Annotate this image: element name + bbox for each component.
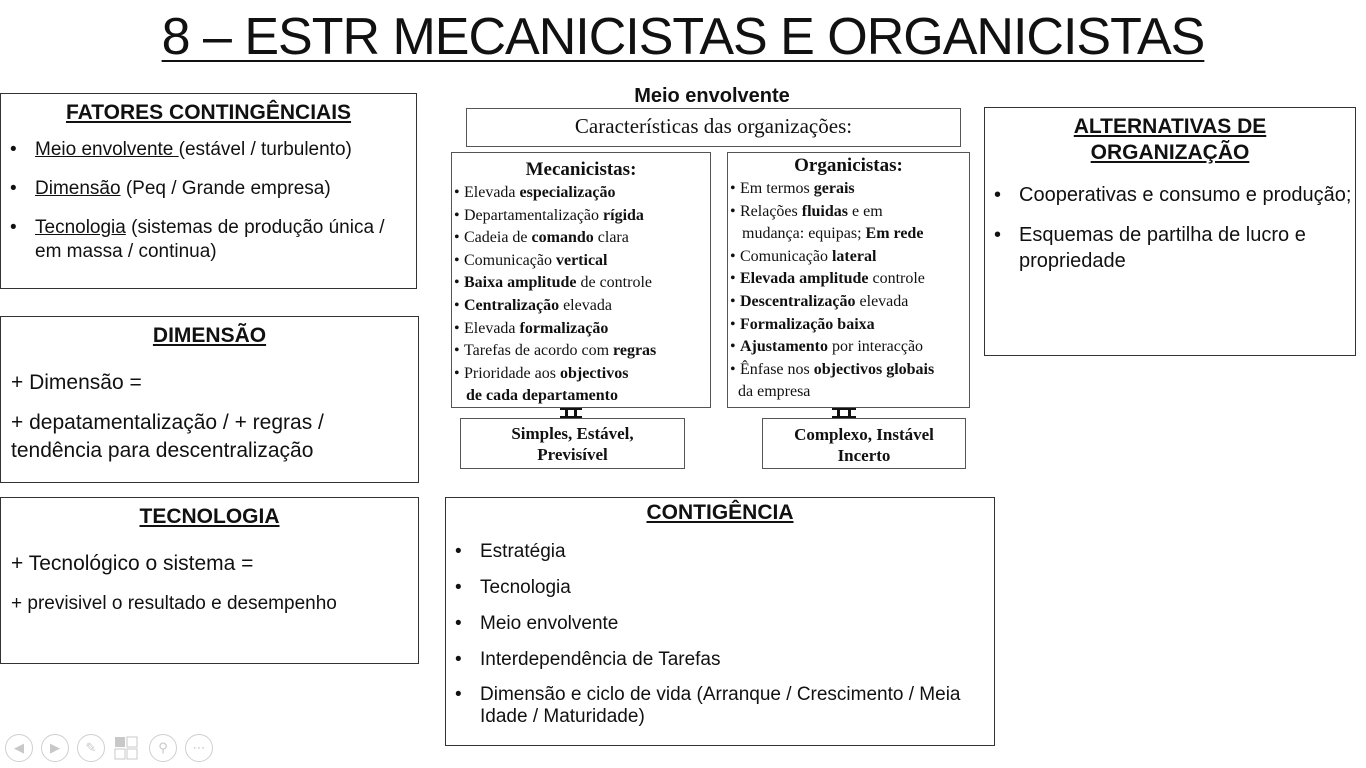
contingencia-list: [446, 540, 994, 728]
list-item: de cada departamento: [466, 387, 618, 405]
fatores-box: [0, 93, 417, 289]
mecanicistas-list: [452, 182, 710, 408]
contingencia-heading: CONTIGÊNCIA: [646, 501, 794, 524]
alternativas-list: [985, 182, 1355, 274]
list-item: • Baixa amplitude de controle: [452, 272, 710, 295]
fatores-list: [1, 138, 416, 264]
list-item: • Ênfase nos objectivos globais: [728, 359, 969, 382]
list-item: • Meio envolvente (estável / turbulento): [1, 138, 416, 162]
slides-grid-icon[interactable]: [113, 734, 141, 762]
alternativas-box: [984, 107, 1356, 356]
list-item: • Centralização elevada: [452, 295, 710, 318]
list-item: • Comunicação lateral: [728, 246, 969, 269]
outcome-right-line2: Incerto: [837, 446, 891, 465]
next-slide-icon[interactable]: ▶: [41, 734, 69, 762]
list-item: • Esquemas de partilha de lucro e propriedade: [985, 222, 1355, 274]
dimensao-box: [0, 316, 419, 483]
connector-right: [832, 408, 856, 418]
list-item: • Tecnologia: [446, 576, 994, 600]
slides-grid-svg: [114, 736, 140, 760]
list-item: • Prioridade aos objectivos: [452, 363, 710, 386]
list-item: • Estratégia: [446, 540, 994, 564]
connector-left: [560, 408, 582, 418]
dimensao-heading: DIMENSÃO: [152, 324, 267, 347]
outcome-left-line1: Simples, Estável,: [511, 424, 634, 443]
diagram-label: Meio envolvente: [634, 85, 790, 107]
outcome-complexo-box: [762, 418, 966, 469]
dimensao-line2: + depatamentalização / + regras / tendência para descentralização: [11, 411, 324, 462]
previous-slide-icon[interactable]: ◀: [5, 734, 33, 762]
list-item: • Interdependência de Tarefas: [446, 648, 994, 672]
list-item: • Dimensão (Peq / Grande empresa): [1, 177, 416, 201]
list-item: • Meio envolvente: [446, 612, 994, 636]
organicistas-title: Organicistas:: [794, 155, 903, 176]
list-item: • Relações fluidas e em: [728, 201, 969, 224]
tecnologia-heading: TECNOLOGIA: [139, 505, 280, 528]
alternativas-heading: ALTERNATIVAS DE ORGANIZAÇÃO: [1073, 115, 1267, 164]
list-item: • Tarefas de acordo com regras: [452, 340, 710, 363]
list-item: • Elevada formalização: [452, 318, 710, 341]
organicistas-box: [727, 152, 970, 408]
list-item: • Cooperativas e consumo e produção;: [985, 182, 1355, 208]
list-item: • Departamentalização rígida: [452, 205, 710, 228]
list-item: • Cadeia de comando clara: [452, 227, 710, 250]
more-options-icon[interactable]: ⋯: [185, 734, 213, 762]
pen-icon[interactable]: ✎: [77, 734, 105, 762]
outcome-right-line1: Complexo, Instável: [794, 425, 934, 444]
mecanicistas-title: Mecanicistas:: [525, 159, 637, 180]
list-item: • Elevada especialização: [452, 182, 710, 205]
list-item: • Tecnologia (sistemas de produção única / em massa / continua): [1, 216, 416, 264]
tecnologia-line2: + previsivel o resultado e desempenho: [11, 593, 337, 614]
list-item: da empresa: [738, 383, 811, 401]
dimensao-line1: + Dimensão =: [11, 371, 142, 394]
mecanicistas-box: [451, 152, 711, 408]
contingencia-box: [445, 497, 995, 746]
outcome-left-line2: Previsível: [537, 445, 608, 464]
diagram-header-box: [466, 108, 961, 147]
organicistas-list: [728, 178, 969, 404]
list-item: • Em termos gerais: [728, 178, 969, 201]
tecnologia-box: [0, 497, 419, 664]
list-item: • Formalização baixa: [728, 314, 969, 337]
list-item: • Comunicação vertical: [452, 250, 710, 273]
list-item: • Descentralização elevada: [728, 291, 969, 314]
tecnologia-line1: + Tecnológico o sistema =: [11, 552, 254, 575]
outcome-simples-box: [460, 418, 685, 469]
fatores-heading: FATORES CONTINGÊNCIAIS: [65, 101, 352, 124]
list-item: mudança: equipas; Em rede: [742, 225, 924, 243]
slide-title: 8 – ESTR MECANICISTAS E ORGANICISTAS: [161, 8, 1205, 66]
list-item: • Ajustamento por interacção: [728, 336, 969, 359]
zoom-icon[interactable]: ⚲: [149, 734, 177, 762]
slideshow-toolbar: [5, 734, 213, 762]
diagram-header: Características das organizações:: [574, 114, 853, 138]
list-item: • Elevada amplitude controle: [728, 268, 969, 291]
list-item: • Dimensão e ciclo de vida (Arranque / Crescimento / Meia Idade / Maturidade): [446, 684, 994, 728]
